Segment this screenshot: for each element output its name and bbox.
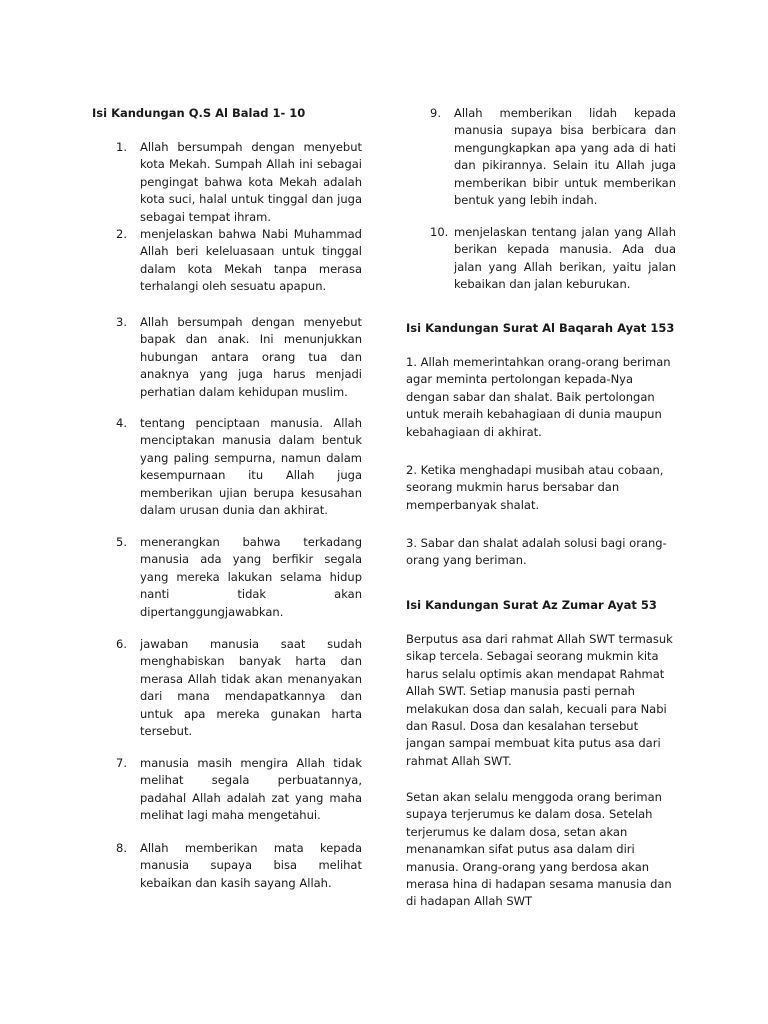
list-text: Allah memberikan lidah kepada manusia supaya bisa berbicara dan mengungkapkan apa yang ada di hati dan pikirannya. Selain itu Allah juga memberikan bibir untuk memberikan bentuk yang lebih indah. [454, 106, 676, 208]
paragraph: Berputus asa dari rahmat Allah SWT termasuk sikap tercela. Sebagai seorang mukmin kita harus selalu optimis akan mendapat Rahmat Allah SWT. Setiap manusia pasti pernah melakukan dosa dan salah, kecuali para Nabi dan Rasul. Dosa dan kesalahan tersebut jangan sampai membuat kita putus asa dari rahmat Allah SWT. [406, 632, 673, 768]
list-number: 8. [116, 841, 127, 855]
list-text: Allah bersumpah dengan menyebut kota Mekah. Sumpah Allah ini sebagai pengingat bahwa kota Mekah adalah kota suci, halal untuk tinggal dan juga sebagai tempat ihram. [140, 140, 362, 224]
paragraph: 3. Sabar dan shalat adalah solusi bagi orang-orang yang beriman. [406, 536, 667, 568]
list-number: 9. [430, 106, 441, 120]
section-heading-al-balad: Isi Kandungan Q.S Al Balad 1- 10 [92, 106, 306, 120]
section-heading-az-zumar: Isi Kandungan Surat Az Zumar Ayat 53 [406, 598, 657, 612]
list-text: manusia masih mengira Allah tidak melihat segala perbuatannya, padahal Allah adalah zat yang maha melihat lagi maha mengetahui. [140, 756, 362, 823]
list-number: 7. [116, 756, 127, 770]
paragraph: 1. Allah memerintahkan orang-orang beriman agar meminta pertolongan kepada-Nya dengan sabar dan shalat. Baik pertolongan untuk meraih kebahagiaan di dunia maupun kebahagiaan di akhirat. [406, 355, 671, 439]
list-text: jawaban manusia saat sudah menghabiskan banyak harta dan merasa Allah tidak akan menanyakan dari mana mendapatkannya dan untuk apa mereka gunakan harta tersebut. [140, 637, 362, 739]
list-text: menjelaskan bahwa Nabi Muhammad Allah beri keleluasaan untuk tinggal dalam kota Mekah tanpa merasa terhalangi oleh sesuatu apapun. [140, 227, 362, 294]
list-text: menjelaskan tentang jalan yang Allah berikan kepada manusia. Ada dua jalan yang Allah berikan, yaitu jalan kebaikan dan jalan keburukan. [454, 225, 676, 292]
list-number: 6. [116, 637, 127, 651]
list-text: menerangkan bahwa terkadang manusia ada yang berfikir segala yang mereka lakukan selama hidup nanti tidak akan dipertanggungjawabkan. [140, 535, 362, 619]
list-text: tentang penciptaan manusia. Allah menciptakan manusia dalam bentuk yang paling sempurna, namun dalam kesempurnaan itu Allah juga memberikan ujian berupa kesusahan dalam urusan dunia dan akhirat. [140, 416, 362, 518]
list-number: 10. [430, 225, 449, 239]
list-text: Allah memberikan mata kepada manusia supaya bisa melihat kebaikan dan kasih sayang Allah. [140, 841, 362, 890]
list-number: 2. [116, 227, 127, 241]
paragraph: Setan akan selalu menggoda orang beriman supaya terjerumus ke dalam dosa. Setelah terjerumus ke dalam dosa, setan akan menanamkan sifat putus asa dalam diri manusia. Orang-orang yang berdosa akan merasa hina di hadapan sesama manusia dan di hadapan Allah SWT [406, 790, 672, 909]
section-heading-al-baqarah: Isi Kandungan Surat Al Baqarah Ayat 153 [406, 321, 675, 335]
list-number: 5. [116, 535, 127, 549]
list-number: 4. [116, 416, 127, 430]
list-number: 1. [116, 140, 127, 154]
paragraph: 2. Ketika menghadapi musibah atau cobaan, seorang mukmin harus bersabar dan memperbanyak shalat. [406, 463, 664, 512]
list-number: 3. [116, 315, 127, 329]
list-text: Allah bersumpah dengan menyebut bapak dan anak. Ini menunjukkan hubungan antara orang tua dan anaknya yang juga harus menjadi perhatian dalam kehidupan muslim. [140, 315, 362, 399]
